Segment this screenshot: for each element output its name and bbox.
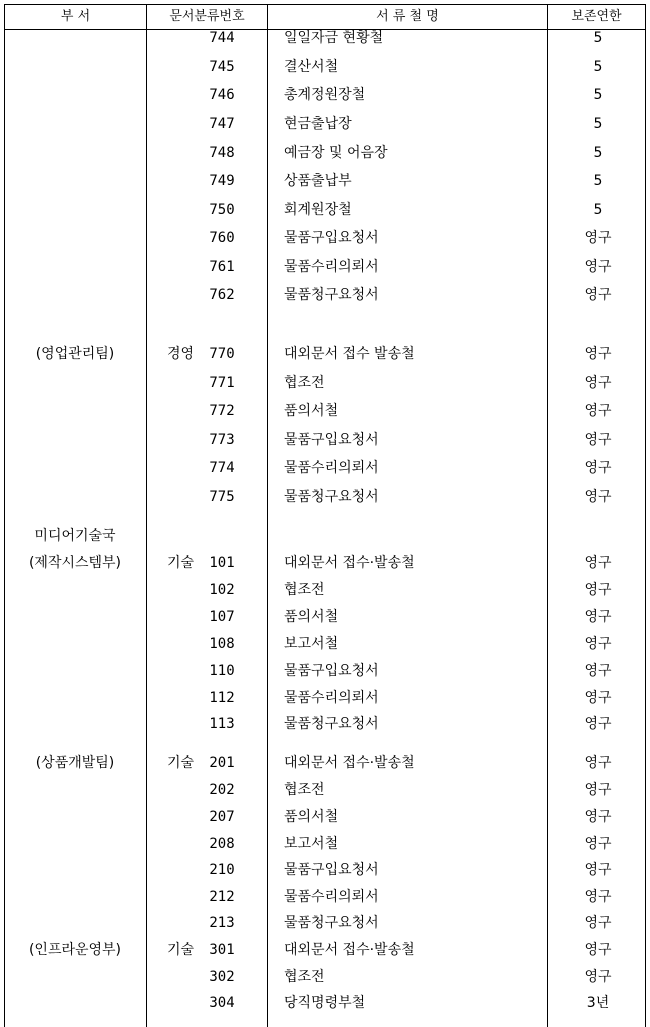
table-row (0, 580, 650, 600)
table-row (0, 228, 650, 248)
table-row (0, 940, 650, 960)
code-number-cell: 302 (209, 969, 235, 985)
code-number-cell: 771 (209, 375, 235, 391)
code-number-cell: 746 (209, 87, 235, 103)
table-row (0, 834, 650, 854)
file-title-cell: 협조전 (284, 375, 325, 391)
retention-cell: 영구 (584, 460, 612, 476)
retention-cell: 영구 (584, 432, 612, 448)
file-title-cell: 보고서철 (284, 836, 339, 852)
file-title-cell: 대외문서 접수·발송철 (284, 942, 415, 958)
file-title-cell: 예금장 및 어음장 (284, 145, 388, 161)
retention-cell: 영구 (584, 915, 612, 931)
class-cell: 기술 (166, 755, 194, 771)
retention-cell: 영구 (584, 636, 612, 652)
table-row (0, 200, 650, 220)
file-title-cell: 총계정원장철 (284, 87, 366, 103)
retention-cell: 영구 (584, 582, 612, 598)
table-row (0, 714, 650, 734)
table-row (0, 887, 650, 907)
retention-cell: 영구 (584, 259, 612, 275)
retention-cell: 영구 (584, 690, 612, 706)
retention-cell: 5 (593, 30, 603, 46)
table-row (0, 688, 650, 708)
dept-cell: (인프라운영부) (28, 942, 122, 958)
file-title-cell: 협조전 (284, 782, 325, 798)
file-title-cell: 협조전 (284, 969, 325, 985)
retention-cell: 영구 (584, 287, 612, 303)
table-row (0, 860, 650, 880)
file-title-cell: 물품구입요청서 (284, 432, 379, 448)
file-title-cell: 물품수리의뢰서 (284, 690, 379, 706)
code-number-cell: 744 (209, 30, 235, 46)
table-row (0, 993, 650, 1013)
table-row (0, 57, 650, 77)
table-row (0, 807, 650, 827)
retention-cell: 영구 (584, 609, 612, 625)
file-title-cell: 협조전 (284, 582, 325, 598)
table-row (0, 661, 650, 681)
code-number-cell: 110 (209, 663, 235, 679)
file-title-cell: 물품구입요청서 (284, 663, 379, 679)
retention-cell: 영구 (584, 942, 612, 958)
file-title-cell: 일일자금 현황철 (284, 30, 384, 46)
retention-cell: 영구 (584, 782, 612, 798)
code-number-cell: 113 (209, 716, 235, 732)
file-title-cell: 물품구입요청서 (284, 862, 379, 878)
table-row (0, 114, 650, 134)
retention-cell: 5 (593, 173, 603, 189)
file-title-cell: 결산서철 (284, 59, 339, 75)
code-number-cell: 747 (209, 116, 235, 132)
dept-cell: (제작시스템부) (28, 555, 122, 571)
table-row (0, 967, 650, 987)
retention-cell: 영구 (584, 403, 612, 419)
table-row (0, 553, 650, 573)
code-number-cell: 770 (209, 346, 235, 362)
file-title-cell: 물품수리의뢰서 (284, 889, 379, 905)
file-title-cell: 물품수리의뢰서 (284, 460, 379, 476)
code-number-cell: 213 (209, 915, 235, 931)
table-row (0, 458, 650, 478)
file-title-cell: 보고서철 (284, 636, 339, 652)
retention-cell: 5 (593, 202, 603, 218)
code-number-cell: 773 (209, 432, 235, 448)
table-row (0, 143, 650, 163)
header-title: 서 류 철 명 (376, 9, 439, 24)
file-title-cell: 당직명령부철 (284, 995, 366, 1011)
code-number-cell: 774 (209, 460, 235, 476)
table-row (0, 634, 650, 654)
retention-cell: 영구 (584, 969, 612, 985)
code-number-cell: 212 (209, 889, 235, 905)
code-number-cell: 207 (209, 809, 235, 825)
code-number-cell: 210 (209, 862, 235, 878)
file-title-cell: 물품청구요청서 (284, 915, 379, 931)
file-title-cell: 물품청구요청서 (284, 287, 379, 303)
class-cell: 기술 (166, 942, 194, 958)
table-row (0, 780, 650, 800)
table-row (0, 526, 650, 546)
table-row (0, 753, 650, 773)
code-number-cell: 749 (209, 173, 235, 189)
table-row (0, 285, 650, 305)
retention-cell: 영구 (584, 663, 612, 679)
table-row (0, 401, 650, 421)
table-row (0, 430, 650, 450)
file-title-cell: 품의서철 (284, 609, 339, 625)
file-title-cell: 품의서철 (284, 809, 339, 825)
retention-cell: 영구 (584, 489, 612, 505)
retention-cell: 영구 (584, 346, 612, 362)
retention-cell: 영구 (584, 889, 612, 905)
table-row (0, 257, 650, 277)
code-number-cell: 107 (209, 609, 235, 625)
table-row (0, 85, 650, 105)
code-number-cell: 208 (209, 836, 235, 852)
header-code: 문서분류번호 (169, 9, 245, 24)
code-number-cell: 301 (209, 942, 235, 958)
code-number-cell: 750 (209, 202, 235, 218)
retention-cell: 영구 (584, 230, 612, 246)
file-title-cell: 대외문서 접수 발송철 (284, 346, 415, 362)
table-row (0, 487, 650, 507)
file-title-cell: 물품청구요청서 (284, 716, 379, 732)
code-number-cell: 772 (209, 403, 235, 419)
table-row (0, 607, 650, 627)
code-number-cell: 760 (209, 230, 235, 246)
dept-cell: 미디어기술국 (34, 528, 116, 544)
table-row (0, 171, 650, 191)
file-title-cell: 현금출납장 (284, 116, 352, 132)
retention-cell: 5 (593, 116, 603, 132)
file-title-cell: 대외문서 접수·발송철 (284, 555, 415, 571)
code-number-cell: 101 (209, 555, 235, 571)
retention-cell: 5 (593, 87, 603, 103)
retention-cell: 5 (593, 145, 603, 161)
code-number-cell: 112 (209, 690, 235, 706)
table-row (0, 28, 650, 48)
code-number-cell: 762 (209, 287, 235, 303)
table-row (0, 913, 650, 933)
code-number-cell: 761 (209, 259, 235, 275)
retention-cell: 영구 (584, 555, 612, 571)
code-number-cell: 102 (209, 582, 235, 598)
file-title-cell: 대외문서 접수·발송철 (284, 755, 415, 771)
file-title-cell: 회계원장철 (284, 202, 352, 218)
code-number-cell: 748 (209, 145, 235, 161)
file-title-cell: 물품구입요청서 (284, 230, 379, 246)
retention-cell: 5 (593, 59, 603, 75)
code-number-cell: 202 (209, 782, 235, 798)
file-title-cell: 상품출납부 (284, 173, 352, 189)
retention-cell: 3년 (586, 995, 610, 1011)
code-number-cell: 304 (209, 995, 235, 1011)
code-number-cell: 108 (209, 636, 235, 652)
dept-cell: (상품개발팀) (35, 755, 115, 771)
code-number-cell: 775 (209, 489, 235, 505)
retention-cell: 영구 (584, 836, 612, 852)
retention-cell: 영구 (584, 716, 612, 732)
header-dept: 부 서 (60, 9, 91, 24)
dept-cell: (영업관리팀) (35, 346, 115, 362)
header-retention: 보존연한 (571, 9, 622, 24)
retention-cell: 영구 (584, 755, 612, 771)
table-row (0, 344, 650, 364)
file-title-cell: 물품수리의뢰서 (284, 259, 379, 275)
file-title-cell: 품의서철 (284, 403, 339, 419)
file-title-cell: 물품청구요청서 (284, 489, 379, 505)
retention-cell: 영구 (584, 375, 612, 391)
retention-cell: 영구 (584, 862, 612, 878)
code-number-cell: 201 (209, 755, 235, 771)
retention-cell: 영구 (584, 809, 612, 825)
code-number-cell: 745 (209, 59, 235, 75)
table-row (0, 373, 650, 393)
class-cell: 경영 (166, 346, 194, 362)
class-cell: 기술 (166, 555, 194, 571)
